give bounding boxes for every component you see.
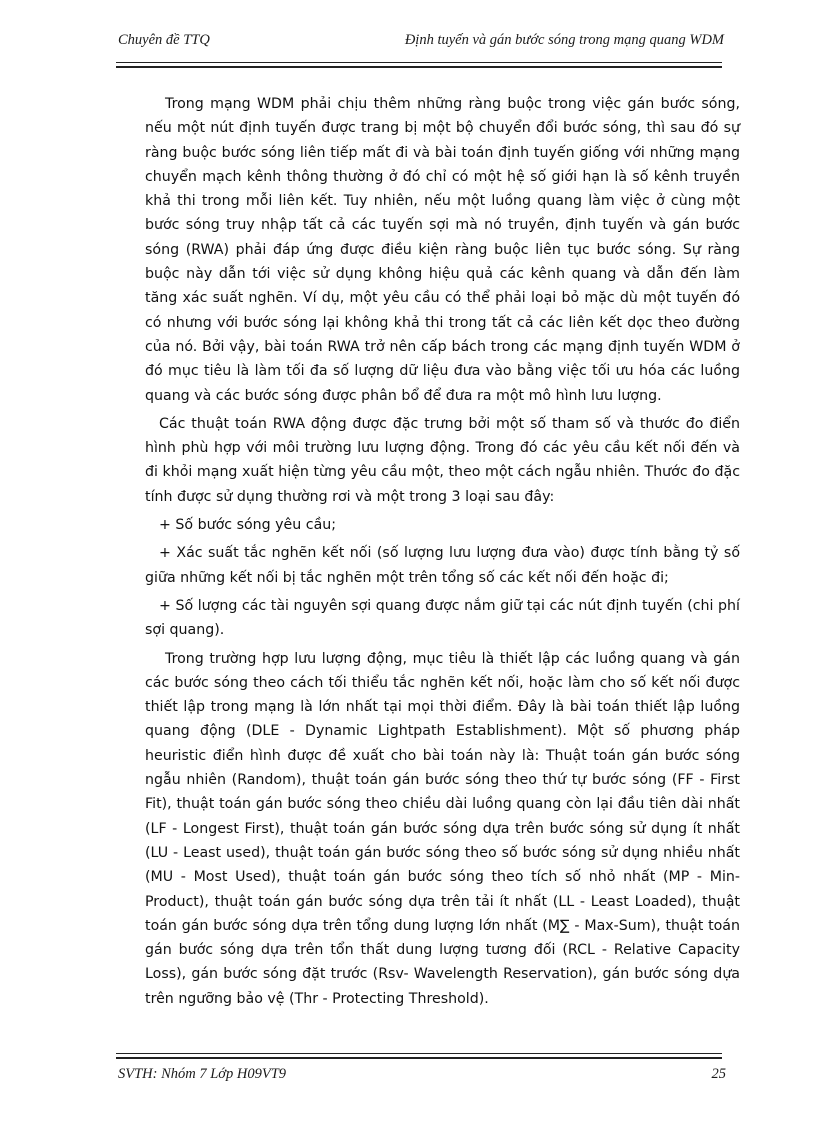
list-item-fiber-resources: + Số lượng các tài nguyên sợi quang được nắm giữ tại các nút định tuyến (chi phí sợi quang). (145, 597, 740, 639)
header-left-title: Chuyên đề TTQ (118, 32, 210, 48)
paragraph-dynamic-rwa: Các thuật toán RWA động được đặc trưng bởi một số tham số và thước đo điển hình phù hợp với môi trường lưu lượng động. Trong đó các yêu cầu kết nối đến và đi khỏi mạng xuất hiện từng yêu cầu một, theo một cách ngẫu nhiên. Thước đo đặc tính được sử dụng thường rơi và một trong 3 loại sau đây: (145, 415, 740, 505)
document-body (145, 92, 740, 1015)
footer-author: SVTH: Nhóm 7 Lớp H09VT9 (118, 1066, 287, 1082)
page-header (116, 28, 724, 52)
page-number: 25 (711, 1066, 726, 1082)
footer-divider (116, 1053, 722, 1059)
paragraph-rwa-constraints: Trong mạng WDM phải chịu thêm những ràng buộc trong việc gán bước sóng, nếu một nút định tuyến được trang bị một bộ chuyển đổi bước sóng, thì sau đó sự ràng buộc bước sóng liên tiếp mất đi và bài toán định tuyến giống với những mạng chuyển mạch kênh thông thường ở đó chỉ có một hệ số giới hạn là số kênh truyền khả thi trong mỗi liên kết. Tuy nhiên, nếu một luồng quang làm việc ở cùng một bước sóng truy nhập tất cả các tuyến sợi mà nó truyền, định tuyến và gán bước sóng (RWA) phải đáp ứng được điều kiện ràng buộc liên tục bước sóng. Sự ràng buộc này dẫn tới việc sử dụng không hiệu quả các kênh quang và dẫn đến làm tăng xác suất nghẽn. Ví dụ, một yêu cầu có thể phải loại bỏ mặc dù một tuyến đó có nhưng với bước sóng lại không khả thi trong tất cả các liên kết dọc theo đường của nó. Bởi vậy, bài toán RWA trở nên cấp bách trong các mạng định tuyến WDM ở đó mục tiêu là làm tối đa số lượng dữ liệu đưa vào bằng việc tối ưu hóa các luồng quang và các bước sóng được phân bổ để đưa ra một mô hình lưu lượng. (145, 96, 740, 404)
paragraph-dle-heuristics: Trong trường hợp lưu lượng động, mục tiêu là thiết lập các luồng quang và gán các bước sóng theo cách tối thiểu tắc nghẽn kết nối, hoặc làm cho số kết nối được thiết lập trong mạng là lớn nhất tại mọi thời điểm. Đây là bài toán thiết lập luồng quang động (DLE - Dynamic Lightpath Establishment). Một số phương pháp heuristic điển hình được đề xuất cho bài toán này là: Thuật toán gán bước sóng ngẫu nhiên (Random), thuật toán gán bước sóng theo thứ tự bước sóng (FF - First Fit), thuật toán gán bước sóng theo chiều dài luồng quang còn lại đầu tiên dài nhất (LF - Longest First), thuật toán gán bước sóng dựa trên bước sóng sử dụng ít nhất (LU - Least used), thuật toán gán bước sóng theo số bước sóng sử dụng nhiều nhất (MU - Most Used), thuật toán gán bước sóng theo tích số nhỏ nhất (MP - Min-Product), thuật toán gán bước sóng dựa trên tải ít nhất (LL - Least Loaded), thuật toán gán bước sóng dựa trên tổng dung lượng lớn nhất (M∑ - Max-Sum), thuật toán gán bước sóng dựa trên tổn thất dung lượng tương đối (RCL - Relative Capacity Loss), gán bước sóng đặt trước (Rsv- Wavelength Reservation), gán bước sóng dựa trên ngưỡng bảo vệ (Thr - Protecting Threshold). (145, 650, 740, 1007)
list-item-wavelength-count: + Số bước sóng yêu cầu; (159, 517, 337, 534)
list-item-blocking-probability: + Xác suất tắc nghẽn kết nối (số lượng lưu lượng đưa vào) được tính bằng tỷ số giữa những kết nối bị tắc nghẽn một trên tổng số các kết nối đến hoặc đi; (145, 545, 740, 586)
page-footer (116, 1064, 724, 1088)
header-divider (116, 62, 722, 68)
header-right-title: Định tuyến và gán bước sóng trong mạng quang WDM (404, 32, 724, 48)
